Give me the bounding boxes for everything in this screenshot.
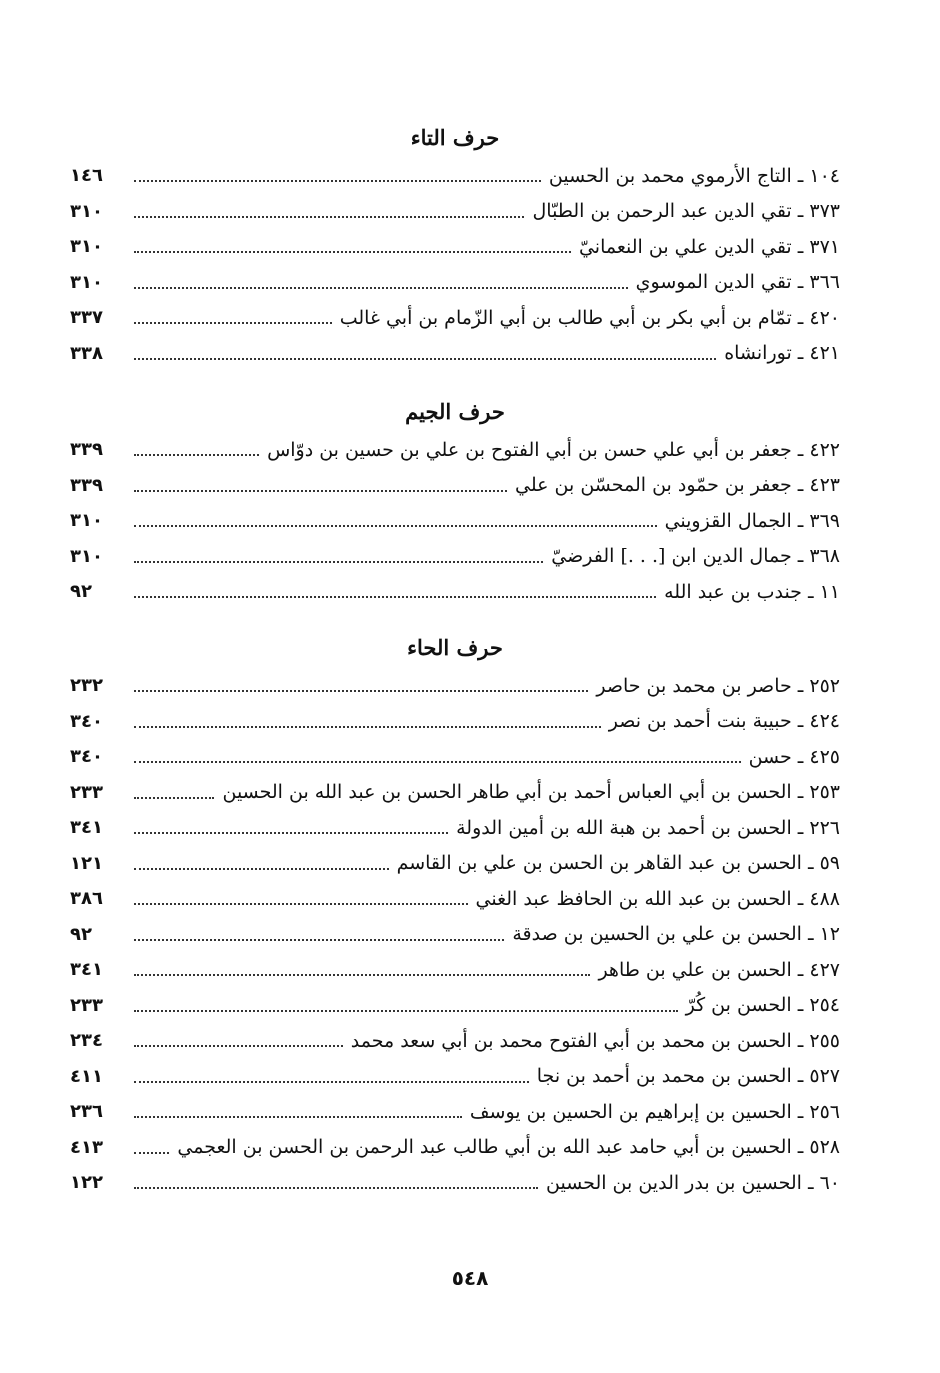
entry-page-number: ١٤٦ xyxy=(70,165,103,187)
entry-label: ٢٥٤ ـ الحسن بن كُرّ xyxy=(685,994,840,1017)
entry-list xyxy=(70,432,840,610)
index-entry xyxy=(70,468,840,504)
entry-label: ٣٦٨ ـ جمال الدين ابن [. . .] الفرضيّ xyxy=(551,545,840,568)
index-entry xyxy=(70,775,840,811)
dot-leader xyxy=(134,902,468,905)
entry-page-number: ٩٢ xyxy=(70,581,92,603)
dot-leader xyxy=(134,250,571,253)
index-entry xyxy=(70,1130,840,1166)
page-number: ٥٤٨ xyxy=(451,1266,489,1290)
entry-page-number: ٤١٣ xyxy=(70,1136,103,1158)
dot-leader xyxy=(134,215,524,218)
index-entry xyxy=(70,574,840,610)
entry-label: ٢٥٥ ـ الحسن بن محمد بن أبي الفتوح محمد بن أبي سعد محمد xyxy=(350,1029,840,1052)
entry-page-number: ٣١٠ xyxy=(70,271,103,293)
dot-leader xyxy=(134,938,504,941)
index-entry xyxy=(70,503,840,539)
dot-leader xyxy=(134,760,741,763)
entry-label: ٥٩ ـ الحسن بن عبد القاهر بن الحسن بن علي بن القاسم xyxy=(396,852,840,875)
entry-label: ٦٠ ـ الحسين بن بدر الدين بن الحسين xyxy=(546,1171,840,1194)
entry-label: ٥٢٧ ـ الحسن بن محمد بن أحمد بن نجا xyxy=(536,1065,840,1088)
dot-leader xyxy=(134,321,332,324)
entry-page-number: ٣٤٠ xyxy=(70,746,103,768)
index-entry xyxy=(70,194,840,230)
entry-list xyxy=(70,158,840,371)
entry-label: ٤٢٠ ـ تمّام بن أبي بكر بن أبي طالب بن أبي الزّمام بن أبي غالب xyxy=(339,306,840,329)
index-entry xyxy=(70,1165,840,1201)
dot-leader xyxy=(134,453,259,456)
index-entry xyxy=(70,229,840,265)
entry-page-number: ٣٣٧ xyxy=(70,307,103,329)
index-entry xyxy=(70,300,840,336)
index-entry xyxy=(70,1059,840,1095)
entry-page-number: ٢٣٢ xyxy=(70,675,103,697)
section-title: حرف الحاء xyxy=(407,635,503,660)
dot-leader xyxy=(134,796,214,799)
index-entry xyxy=(70,1094,840,1130)
dot-leader xyxy=(134,524,657,527)
dot-leader xyxy=(134,357,716,360)
index-entry xyxy=(70,881,840,917)
dot-leader xyxy=(134,179,541,182)
dot-leader xyxy=(134,560,543,563)
entry-label: ١٢ ـ الحسن بن علي بن الحسين بن صدقة xyxy=(512,923,840,946)
dot-leader xyxy=(134,1009,678,1012)
entry-list xyxy=(70,668,840,1201)
dot-leader xyxy=(134,1115,462,1118)
index-entry xyxy=(70,158,840,194)
entry-page-number: ٢٣٣ xyxy=(70,994,103,1016)
section-ta xyxy=(70,118,840,371)
entry-page-number: ٣٨٦ xyxy=(70,888,103,910)
dot-leader xyxy=(134,1186,538,1189)
section-title: حرف الجيم xyxy=(405,399,505,424)
index-entry xyxy=(70,336,840,372)
index-entry xyxy=(70,846,840,882)
dot-leader xyxy=(134,831,448,834)
entry-page-number: ٣١٠ xyxy=(70,545,103,567)
entry-page-number: ٢٣٦ xyxy=(70,1101,103,1123)
entry-label: ٤٢٥ ـ حسن xyxy=(748,745,840,768)
index-entry xyxy=(70,432,840,468)
entry-label: ٤٨٨ ـ الحسن بن عبد الله بن الحافظ عبد الغني xyxy=(475,887,840,910)
entry-label: ٤٢٧ ـ الحسن بن علي بن طاهر xyxy=(598,958,840,981)
entry-page-number: ٤١١ xyxy=(70,1065,103,1087)
index-entry xyxy=(70,952,840,988)
index-entry xyxy=(70,988,840,1024)
entry-page-number: ٣٤١ xyxy=(70,959,103,981)
dot-leader xyxy=(134,1044,343,1047)
dot-leader xyxy=(134,286,628,289)
index-entry xyxy=(70,917,840,953)
entry-label: ١٠٤ ـ التاج الأرموي محمد بن الحسين xyxy=(548,164,840,187)
entry-label: ٢٢٦ ـ الحسن بن أحمد بن هبة الله بن أمين الدولة xyxy=(456,816,840,839)
entry-page-number: ٢٣٣ xyxy=(70,781,103,803)
dot-leader xyxy=(134,973,590,976)
entry-label: ٤٢٤ ـ حبيبة بنت أحمد بن نصر xyxy=(608,710,840,733)
dot-leader xyxy=(134,1151,169,1154)
index-entry xyxy=(70,739,840,775)
entry-page-number: ٩٢ xyxy=(70,923,92,945)
entry-page-number: ١٢١ xyxy=(70,852,103,874)
index-entry xyxy=(70,810,840,846)
dot-leader xyxy=(134,689,588,692)
entry-label: ٣٧١ ـ تقي الدين علي بن النعمانيّ xyxy=(578,235,840,258)
dot-leader xyxy=(134,867,389,870)
entry-label: ٥٢٨ ـ الحسين بن أبي حامد عبد الله بن أبي طالب عبد الرحمن بن الحسن بن العجمي xyxy=(177,1136,840,1159)
entry-label: ٢٥٦ ـ الحسين بن إبراهيم بن الحسين بن يوسف xyxy=(469,1100,840,1123)
entry-page-number: ٣١٠ xyxy=(70,236,103,258)
entry-label: ١١ ـ جندب بن عبد الله xyxy=(664,580,840,603)
entry-label: ٣٦٦ ـ تقي الدين الموسوي xyxy=(635,271,840,294)
entry-label: ٣٦٩ ـ الجمال القزويني xyxy=(664,509,840,532)
entry-page-number: ٣١٠ xyxy=(70,510,103,532)
entry-page-number: ٢٣٤ xyxy=(70,1030,103,1052)
section-ha xyxy=(70,628,840,1201)
entry-label: ٣٧٣ ـ تقي الدين عبد الرحمن بن الطبّال xyxy=(532,200,840,223)
dot-leader xyxy=(134,595,656,598)
section-jim xyxy=(70,392,840,610)
index-entry xyxy=(70,265,840,301)
dot-leader xyxy=(134,725,601,728)
section-title: حرف التاء xyxy=(410,125,500,150)
entry-page-number: ٣٤١ xyxy=(70,817,103,839)
dot-leader xyxy=(134,489,507,492)
entry-label: ٤٢٢ ـ جعفر بن أبي علي حسن بن أبي الفتوح بن علي بن حسين بن دوّاس xyxy=(267,438,840,461)
index-entry xyxy=(70,668,840,704)
entry-page-number: ١٢٢ xyxy=(70,1172,103,1194)
entry-page-number: ٣٤٠ xyxy=(70,710,103,732)
index-entry xyxy=(70,539,840,575)
entry-label: ٢٥٢ ـ حاصر بن محمد بن حاصر xyxy=(596,674,840,697)
entry-page-number: ٣٣٨ xyxy=(70,342,103,364)
entry-page-number: ٣١٠ xyxy=(70,200,103,222)
index-entry xyxy=(70,704,840,740)
entry-label: ٤٢٣ ـ جعفر بن حمّود بن المحسّن بن علي xyxy=(515,474,840,497)
index-entry xyxy=(70,1023,840,1059)
entry-page-number: ٣٣٩ xyxy=(70,474,103,496)
entry-page-number: ٣٣٩ xyxy=(70,439,103,461)
entry-label: ٢٥٣ ـ الحسن بن أبي العباس أحمد بن أبي طاهر الحسن بن عبد الله بن الحسين xyxy=(222,781,840,804)
entry-label: ٤٢١ ـ تورانشاه xyxy=(724,342,840,365)
dot-leader xyxy=(134,1080,529,1083)
